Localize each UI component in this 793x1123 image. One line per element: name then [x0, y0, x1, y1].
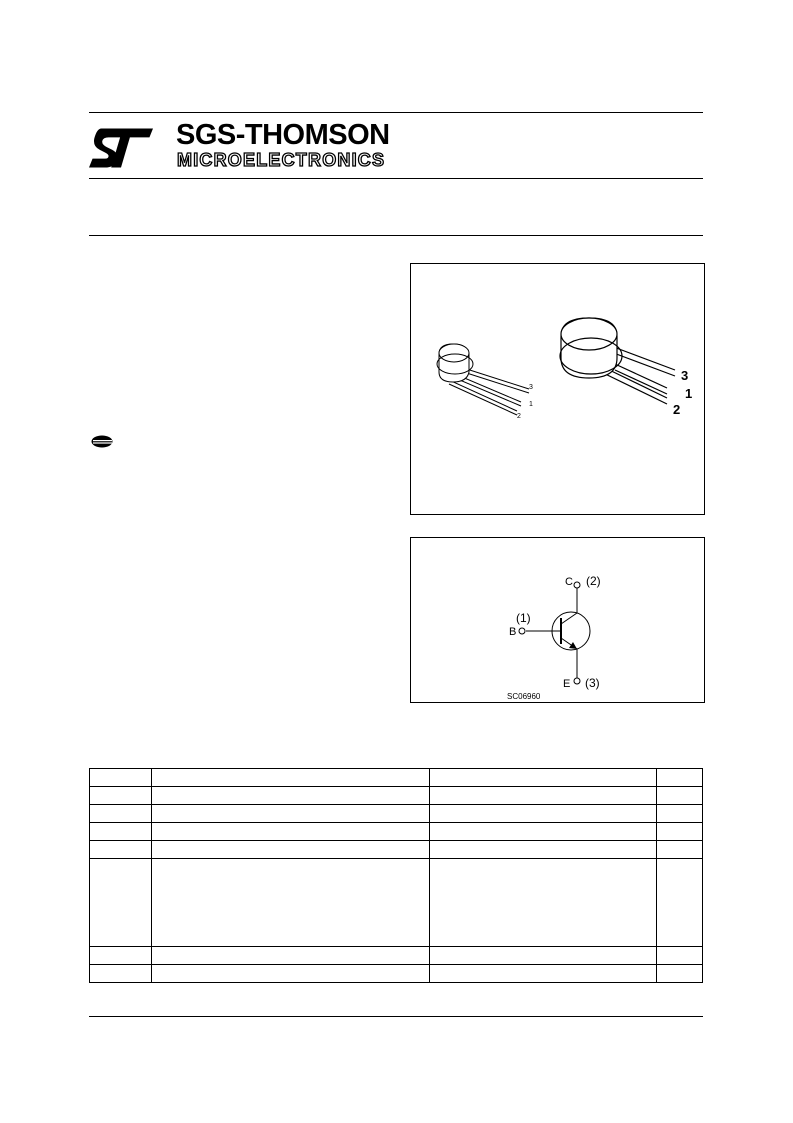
value-cell — [430, 965, 657, 983]
table-row — [90, 823, 703, 841]
symbol-cell — [90, 947, 152, 965]
parameter-cell — [151, 805, 430, 823]
large-pin-2: 2 — [673, 402, 681, 417]
bullet-icon — [91, 435, 113, 448]
symbol-cell — [90, 859, 152, 947]
unit-cell — [657, 769, 703, 787]
brand-name: SGS-THOMSON — [176, 119, 390, 151]
unit-cell — [657, 805, 703, 823]
title-rule — [89, 235, 703, 236]
value-cell — [430, 823, 657, 841]
table-row — [90, 787, 703, 805]
unit-cell — [657, 823, 703, 841]
symbol-cell — [90, 769, 152, 787]
collector-label: C — [565, 576, 573, 588]
table-row — [90, 859, 703, 947]
symbol-cell — [90, 787, 152, 805]
emitter-arrow-icon — [569, 642, 577, 649]
small-pin-1: 1 — [529, 401, 533, 408]
collector-pin-label: (2) — [586, 574, 601, 588]
small-pin-3: 3 — [529, 384, 533, 391]
value-cell — [430, 769, 657, 787]
parameter-cell — [151, 787, 430, 805]
large-pin-3: 3 — [681, 368, 689, 383]
parameter-cell — [151, 769, 430, 787]
symbol-cell — [90, 841, 152, 859]
emitter-label: E — [563, 678, 571, 690]
footer-rule — [89, 1016, 703, 1017]
st-logo-icon — [89, 120, 169, 176]
npn-transistor-symbol — [411, 538, 704, 702]
value-cell — [430, 805, 657, 823]
symbol-cell — [90, 805, 152, 823]
parameter-cell — [151, 823, 430, 841]
emitter-pin-label: (3) — [585, 676, 600, 690]
large-to39-package — [560, 318, 675, 404]
parameter-cell — [151, 965, 430, 983]
table-row — [90, 769, 703, 787]
header-bottom-rule — [89, 178, 703, 179]
value-cell — [430, 787, 657, 805]
table-row — [90, 947, 703, 965]
unit-cell — [657, 947, 703, 965]
small-to18-package — [437, 344, 529, 415]
parameter-cell — [151, 859, 430, 947]
package-drawing — [411, 264, 704, 514]
top-rule — [89, 112, 703, 113]
table-row — [90, 841, 703, 859]
base-label: B — [509, 626, 517, 638]
unit-cell — [657, 965, 703, 983]
drawing-code: SC06960 — [507, 692, 541, 701]
large-pin-1: 1 — [685, 386, 693, 401]
symbol-cell — [90, 823, 152, 841]
value-cell — [430, 859, 657, 947]
small-pin-2: 2 — [517, 413, 521, 420]
unit-cell — [657, 787, 703, 805]
package-figure — [410, 263, 705, 515]
value-cell — [430, 841, 657, 859]
unit-cell — [657, 841, 703, 859]
unit-cell — [657, 859, 703, 947]
schematic-figure — [410, 537, 705, 703]
ratings-table — [89, 768, 703, 983]
table-row — [90, 965, 703, 983]
parameter-cell — [151, 947, 430, 965]
base-pin-label: (1) — [516, 611, 531, 625]
value-cell — [430, 947, 657, 965]
parameter-cell — [151, 841, 430, 859]
brand-subtitle: MICROELECTRONICS — [177, 150, 386, 170]
symbol-cell — [90, 965, 152, 983]
table-row — [90, 805, 703, 823]
